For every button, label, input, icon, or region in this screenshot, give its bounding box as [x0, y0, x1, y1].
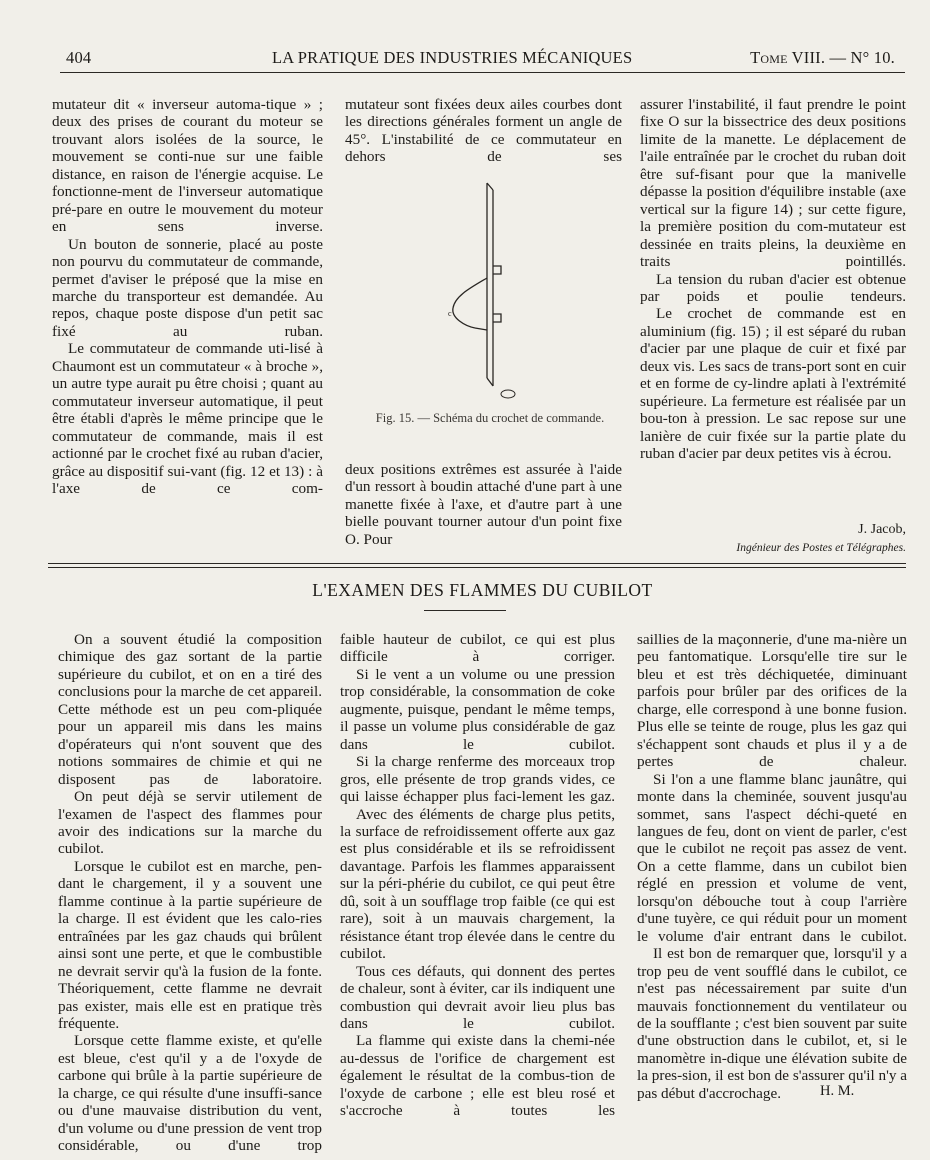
- header-rule: [60, 72, 905, 73]
- section-rule: [48, 567, 906, 568]
- section-rule: [48, 563, 906, 564]
- article2-column-2: [340, 631, 615, 1120]
- paragraph: deux positions extrêmes est assurée à l'aide d'un ressort à boudin attaché d'une part à une manette fixée à l'axe, et d'autre part à une bielle pouvant tourner autour d'un point fixe O. Pour: [345, 461, 622, 548]
- issue-number: Tome VIII. — N° 10.: [750, 48, 895, 67]
- article-signature: H. M.: [820, 1083, 855, 1099]
- paragraph: mutateur dit « inverseur automa-tique » ; deux des prises de courant du moteur se trouvant alors isolées de la source, le mouvement se conti-nue sur une faible distance, en raison de l'énergie acquise. Le fonctionne-ment de l'inverseur automatique pré-pare en outre le mouvement du moteur en sens inverse.: [52, 96, 323, 236]
- paragraph: La flamme qui existe dans la chemi-née au-dessus de l'orifice de chargement est également le résultat de la combus-tion de l'oxyde de carbone ; elle est bleu rosé et s'accroche à toutes les: [340, 1032, 615, 1120]
- figure-caption: Fig. 15. — Schéma du crochet de commande.: [375, 411, 605, 425]
- author-name: J. Jacob,: [858, 522, 906, 537]
- paragraph: On a souvent étudié la composition chimique des gaz sortant de la partie supérieure du cubilot, et on en a tiré des conclusions pour la marche de cet appareil. Cette méthode est un peu com-pliquée pour un appareil mis dans les mains d'opérateurs qui n'ont souvent que des notions sommaires de chimie et qui ne disposent pas de laboratoire.: [58, 631, 322, 788]
- paragraph: Avec des éléments de charge plus petits, la surface de refroidissement offerte aux gaz est plus considérable et ils se refroidissent davantage. Parfois les flammes apparaissent sur la péri-phérie du cubilot, ce qui peut être dû, soit à un soufflage trop faible (ce qui est rare), soit à un mauvais chargement, la résistance étant trop élevée dans le centre du cubilot.: [340, 805, 615, 963]
- paragraph: Un bouton de sonnerie, placé au poste non pourvu du commutateur de commande, permet d'aviser le préposé que la mise en marche du transporteur est demandée. Au repos, chaque poste dispose d'un petit sac fixé au ruban.: [52, 235, 323, 340]
- author-title: Ingénieur des Postes et Télégraphes.: [736, 542, 906, 554]
- article1-column-2-top: [345, 96, 622, 166]
- paragraph: mutateur sont fixées deux ailes courbes dont les directions générales forment un angle de 45°. L'instabilité de ce commutateur en dehors de ses: [345, 96, 622, 166]
- paragraph: Le commutateur de commande uti-lisé à Chaumont est un commutateur « à broche », un autre type aurait pu être choisi ; quant au commutateur inverseur automatique, il peut être établi d'après le même principe que le commutateur de commande, mais il est actionné par le crochet fixé au ruban d'acier, grâce au dispositif sui-vant (fig. 12 et 13) : à l'axe de ce com-: [52, 340, 323, 497]
- hook-diagram: [345, 178, 630, 448]
- journal-title: LA PRATIQUE DES INDUSTRIES MÉCANIQUES: [272, 48, 633, 67]
- paragraph: Si le vent a un volume ou une pression trop considérable, la consommation de coke augmente, puisque, pendant le même temps, il passe un volume plus considérable de gaz dans le cubilot.: [340, 665, 615, 753]
- paragraph: saillies de la maçonnerie, d'une ma-nière un peu fantomatique. Lorsqu'elle tire sur le bleu et est très déchiquetée, diminuant parfois pour brûler par des orifices de la charge, elle correspond à une bonne fusion. Plus elle se teinte de rouge, plus les gaz qui s'échappent sont chauds et plus il y a de pertes de chaleur.: [637, 631, 907, 771]
- running-header: [60, 48, 905, 70]
- paragraph: Si la charge renferme des morceaux trop gros, elle présente de trop grands vides, ce qui laisse échapper plus faci-lement les gaz.: [340, 753, 615, 806]
- paragraph: La tension du ruban d'acier est obtenue par poids et poulie tendeurs.: [640, 270, 906, 305]
- paragraph: Lorsque cette flamme existe, et qu'elle est bleue, c'est qu'il y a de l'oxyde de carbone qui brûle à la partie supérieure de la charge, ce qui résulte d'une insuffi-sance ou d'une mauvaise distribution du vent, d'un volume ou d'une pression de vent trop considérable, ou d'une trop: [58, 1032, 322, 1155]
- article1-column-1: [52, 96, 323, 497]
- paragraph: Si l'on a une flamme blanc jaunâtre, qui monte dans la cheminée, souvent jusqu'au sommet, sans l'aspect déchi-queté en langues de feu, dont on vient de parler, c'est que le cubilot ne reçoit pas assez de vent. On a cette flamme, dans un cubilot bien réglé en pression et volume de vent, lorsqu'on débouche tout à coup l'arrière d'une tuyère, ce qui réduit pour un moment le volume d'air entrant dans le cubilot.: [637, 770, 907, 945]
- article2-column-1: [58, 631, 322, 1155]
- svg-text:c: c: [448, 309, 452, 318]
- page-number: 404: [66, 48, 92, 67]
- article2-column-3: [637, 631, 907, 1102]
- title-rule: [424, 610, 506, 611]
- paragraph: Le crochet de commande est en aluminium (fig. 15) ; il est séparé du ruban d'acier par une plaque de cuir et fixé par deux vis. Les sacs de trans-port sont en cuir et en forme de cy-lindre aplati à l'extrémité supérieure. La fermeture est réalisée par un bou-ton à pression. Le sac repose sur une lanière de cuir fixée sur la partie plate du ruban d'acier par deux petites vis à écrou.: [640, 305, 906, 463]
- paragraph: Il est bon de remarquer que, lorsqu'il y a trop peu de vent soufflé dans le cubilot, ce n'est pas nécessairement par suite d'un mauvais fonctionnement du ventilateur ou de la soufflante ; c'est bien souvent par suite d'une obstruction dans le cubilot, et, si le manomètre in-dique une élévation subite de la pres-sion, il est bon de s'assurer qu'il n'y a pas début d'accrochage.: [637, 945, 907, 1102]
- article1-column-2-bottom: [345, 461, 622, 548]
- paragraph: Tous ces défauts, qui donnent des pertes de chaleur, sont à éviter, car ils indiquent une combustion qui devrait avoir lieu plus bas dans le cubilot.: [340, 962, 615, 1032]
- paragraph: assurer l'instabilité, il faut prendre le point fixe O sur la bissectrice des deux positions limite de la manette. Le déplacement de l'aile entraînée par le crochet du ruban doit être suf-fisant pour que la manivelle dépasse la position d'équilibre instable (axe vertical sur la figure 14) ; sur cette figure, la première position du com-mutateur est dessinée en traits pleins, la deuxième en traits pointillés.: [640, 96, 906, 271]
- author-signature: [640, 521, 906, 557]
- paragraph: On peut déjà se servir utilement de l'examen de l'aspect des flammes pour avoir des indications sur la marche du cubilot.: [58, 788, 322, 858]
- article1-column-3: [640, 96, 906, 463]
- paragraph: faible hauteur de cubilot, ce qui est plus difficile à corriger.: [340, 631, 615, 666]
- article-title: L'EXAMEN DES FLAMMES DU CUBILOT: [312, 580, 653, 600]
- paragraph: Lorsque le cubilot est en marche, pen-dant le chargement, il y a souvent une flamme continue à la partie supérieure de la charge. Il est évident que les calo-ries entraînées par les gaz chauds qui brûlent ainsi sont une perte, et que le combustible ne devrait servir qu'à la fusion de la fonte. Théoriquement, cette flamme ne devrait pas exister, mais elle est en pratique très fréquente.: [58, 857, 322, 1032]
